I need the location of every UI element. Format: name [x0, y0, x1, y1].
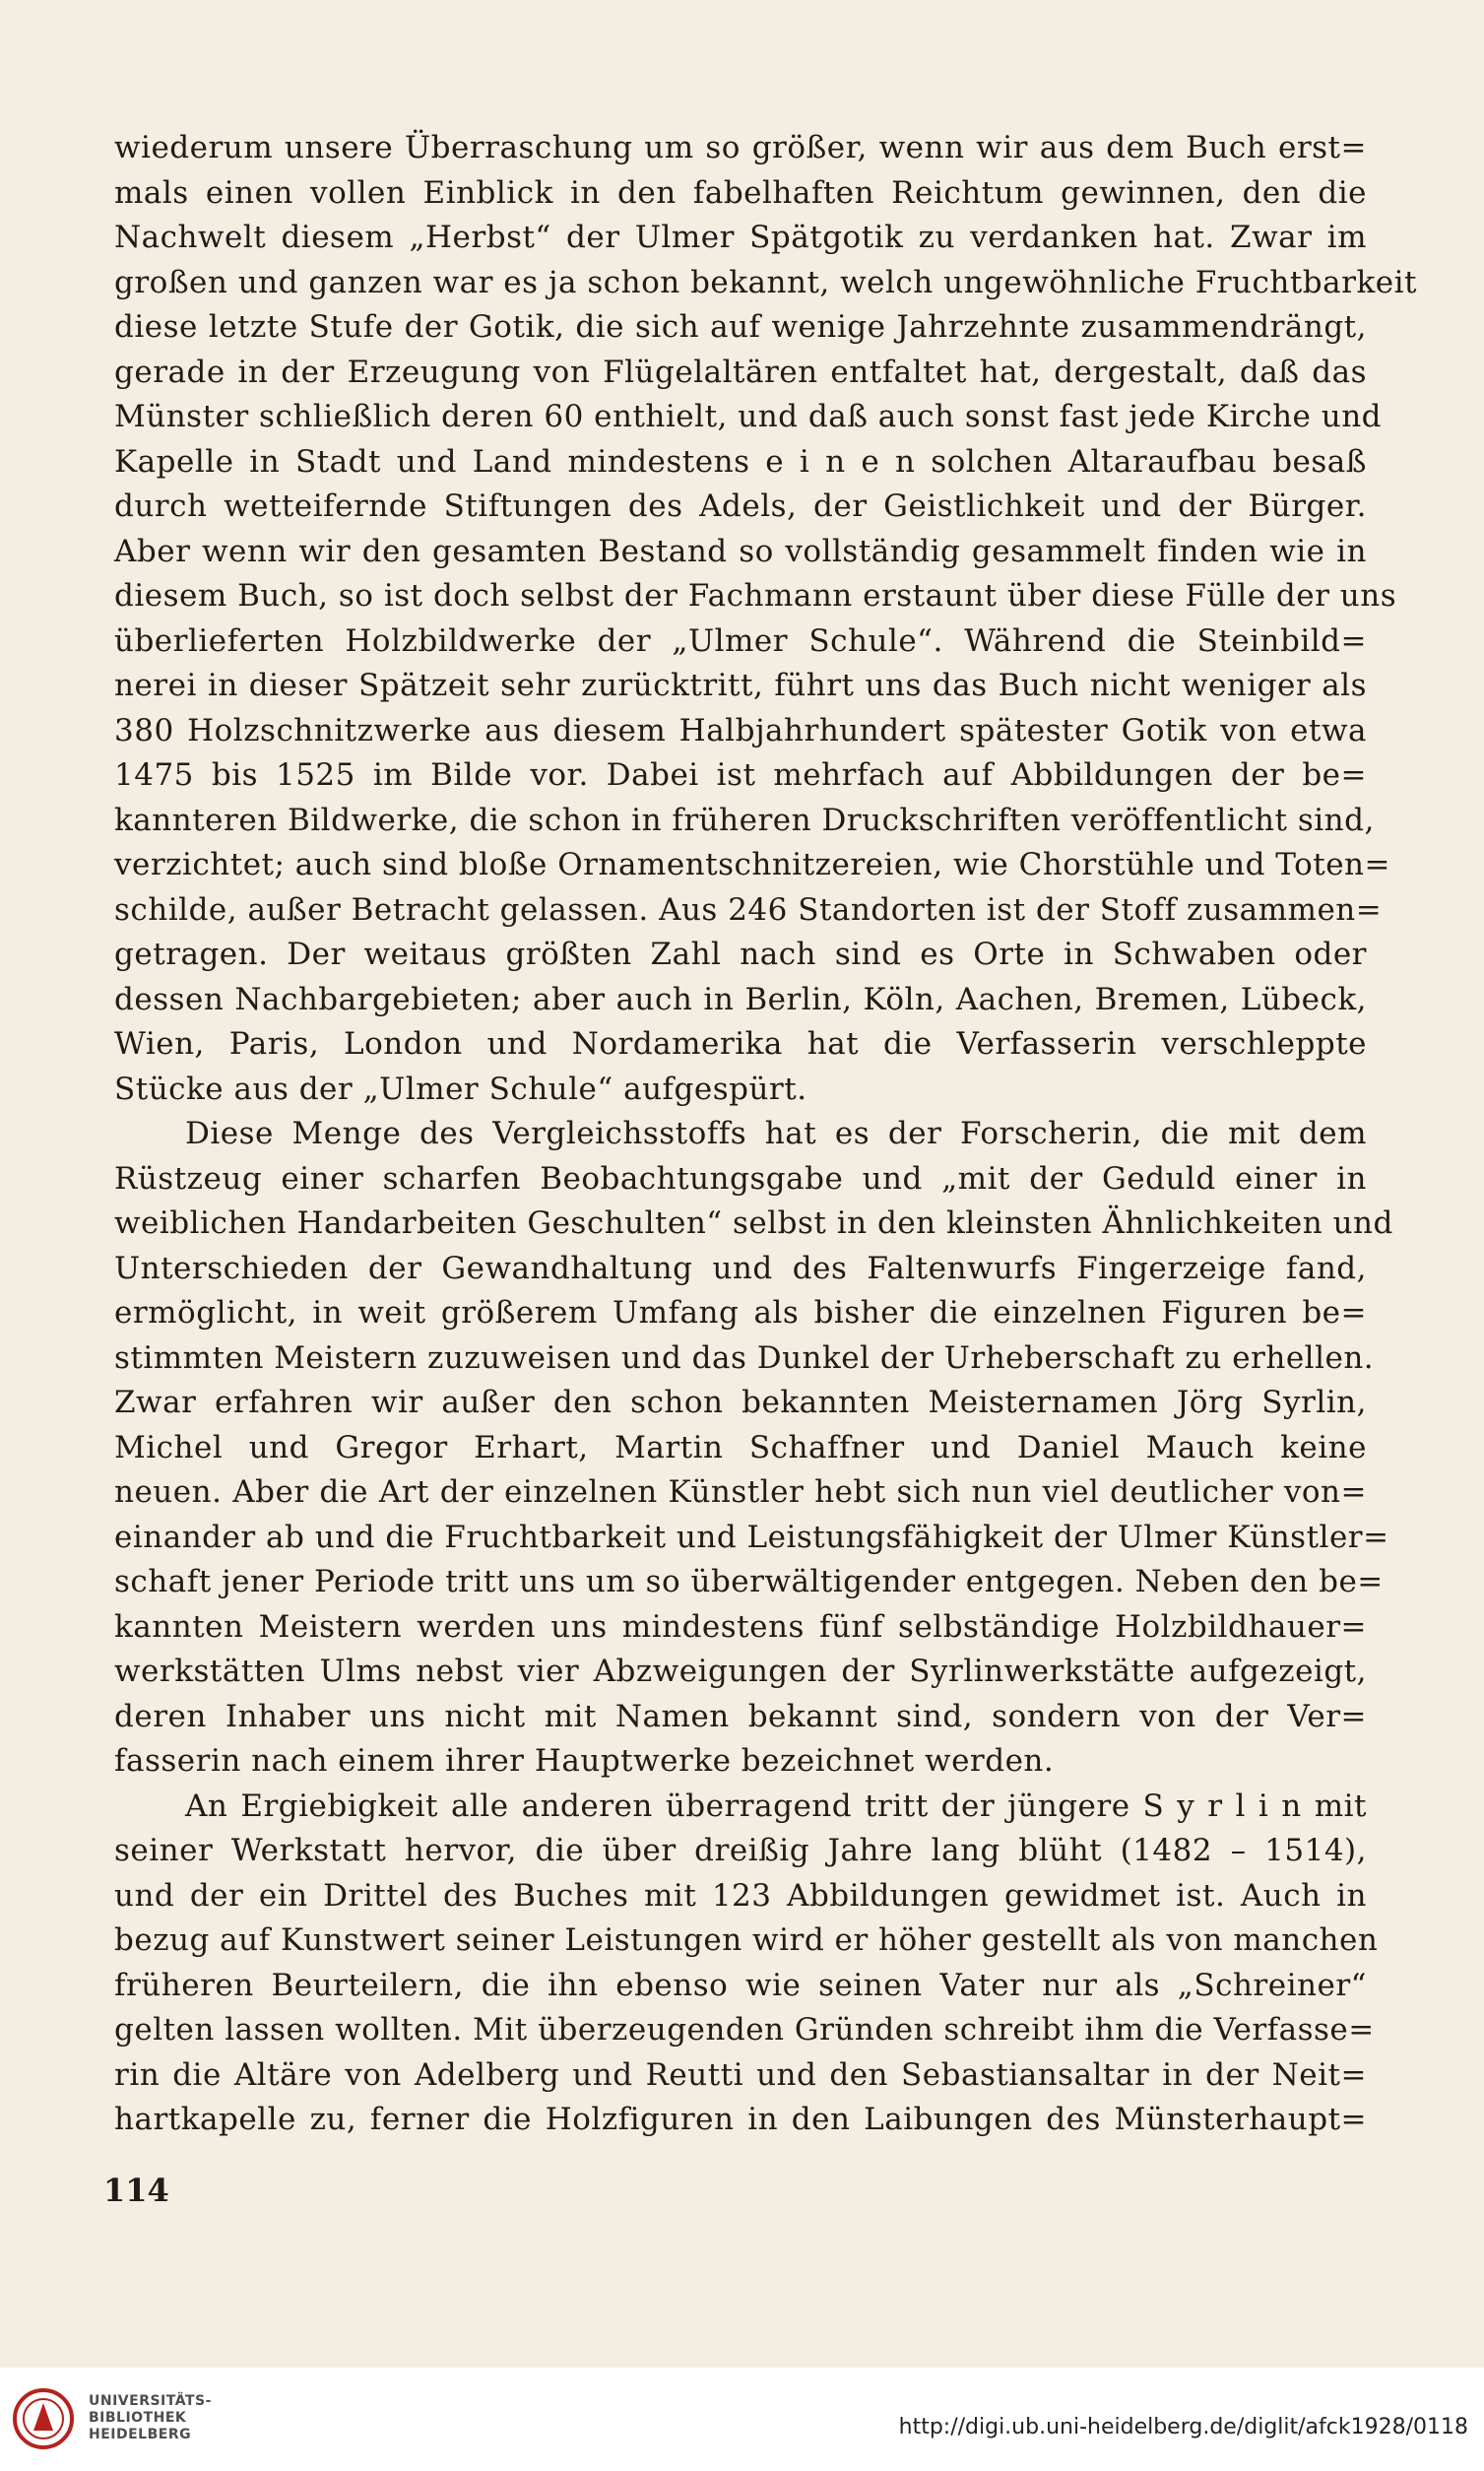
text-line: kannten Meistern werden uns mindestens fünf selbständige Holzbildhauer= [114, 1608, 1367, 1645]
text-line: schilde, außer Betracht gelassen. Aus 246 Standorten ist der Stoff zusammen= [114, 891, 1383, 928]
text-line: verzichtet; auch sind bloße Ornamentschnitzereien, wie Chorstühle und Toten= [114, 847, 1390, 882]
text-line: dessen Nachbargebieten; aber auch in Berlin, Köln, Aachen, Bremen, Lübeck, [114, 981, 1367, 1017]
text-line: früheren Beurteilern, die ihn ebenso wie seinen Vater nur als „Schreiner“ [114, 1967, 1367, 2003]
text-line: Aber wenn wir den gesamten Bestand so vollständig gesammelt finden wie in [114, 533, 1367, 569]
text-line: Kapelle in Stadt und Land mindestens e i n e n solchen Altaraufbau besaß [114, 443, 1367, 480]
text-line: und der ein Drittel des Buches mit 123 Abbildungen gewidmet ist. Auch in [114, 1877, 1367, 1914]
text-line: deren Inhaber uns nicht mit Namen bekannt sind, sondern von der Ver= [114, 1698, 1367, 1734]
library-name-line: UNIVERSITÄTS- [89, 2393, 212, 2409]
text-line: seiner Werkstatt hervor, die über dreißig Jahre lang blüht (1482 – 1514), [114, 1833, 1367, 1868]
text-line: Unterschieden der Gewandhaltung und des Faltenwurfs Fingerzeige fand, [114, 1250, 1367, 1286]
text-line: Wien, Paris, London und Nordamerika hat die Verfasserin verschleppte [114, 1026, 1367, 1062]
text-line: durch wetteifernde Stiftungen des Adels, der Geistlichkeit und der Bürger. [114, 488, 1367, 524]
text-line: Stücke aus der „Ulmer Schule“ aufgespürt. [114, 1071, 807, 1107]
page-number: 114 [103, 2172, 169, 2209]
library-name [89, 2393, 212, 2443]
text-line: diesem Buch, so ist doch selbst der Fachmann erstaunt über diese Fülle der uns [114, 578, 1397, 614]
text-line: werkstätten Ulms nebst vier Abzweigungen der Syrlinwerkstätte aufgezeigt, [114, 1654, 1367, 1689]
text-line: Nachwelt diesem „Herbst“ der Ulmer Spätgotik zu verdanken hat. Zwar im [114, 220, 1367, 255]
text-line: stimmten Meistern zuzuweisen und das Dunkel der Urheberschaft zu erhellen. [114, 1339, 1375, 1376]
text-line: 1475 bis 1525 im Bilde vor. Dabei ist mehrfach auf Abbildungen der be= [114, 757, 1367, 793]
text-line: mals einen vollen Einblick in den fabelhaften Reichtum gewinnen, den die [114, 174, 1367, 211]
text-line: überlieferten Holzbildwerke der „Ulmer Schule“. Während die Steinbild= [114, 622, 1367, 659]
text-line: nerei in dieser Spätzeit sehr zurücktritt, führt uns das Buch nicht weniger als [114, 668, 1367, 703]
text-line: hartkapelle zu, ferner die Holzfiguren in den Laibungen des Münsterhaupt= [114, 2102, 1367, 2137]
text-line: kannteren Bildwerke, die schon in früheren Druckschriften veröffentlicht sind, [114, 802, 1375, 838]
footer-bar [0, 2368, 1484, 2471]
text-line: Rüstzeug einer scharfen Beobachtungsgabe und „mit der Geduld einer in [114, 1160, 1367, 1197]
text-line: weiblichen Handarbeiten Geschulten“ selbst in den kleinsten Ähnlichkeiten und [114, 1205, 1393, 1241]
text-line: wiederum unsere Überraschung um so größer, wenn wir aus dem Buch erst= [114, 130, 1367, 165]
text-line: Michel und Gregor Erhart, Martin Schaffner und Daniel Mauch keine [114, 1429, 1367, 1465]
text-line: großen und ganzen war es ja schon bekannt, welch ungewöhnliche Fruchtbarkeit [114, 264, 1417, 300]
text-line: gelten lassen wollten. Mit überzeugenden Gründen schreibt ihm die Verfasse= [114, 2012, 1375, 2048]
text-line: Diese Menge des Vergleichsstoffs hat es der Forscherin, die mit dem [185, 1116, 1367, 1151]
text-line: Zwar erfahren wir außer den schon bekannten Meisternamen Jörg Syrlin, [114, 1385, 1367, 1420]
text-line: ermöglicht, in weit größerem Umfang als bisher die einzelnen Figuren be= [114, 1295, 1367, 1331]
text-line: einander ab und die Fruchtbarkeit und Leistungsfähigkeit der Ulmer Künstler= [114, 1519, 1389, 1555]
text-line: An Ergiebigkeit alle anderen überragend tritt der jüngere S y r l i n mit [185, 1788, 1367, 1824]
text-line: diese letzte Stufe der Gotik, die sich auf wenige Jahrzehnte zusammendrängt, [114, 309, 1367, 345]
text-line: 380 Holzschnitzwerke aus diesem Halbjahrhundert spätester Gotik von etwa [114, 712, 1367, 748]
text-line: Münster schließlich deren 60 enthielt, und daß auch sonst fast jede Kirche und [114, 399, 1383, 434]
text-line: neuen. Aber die Art der einzelnen Künstler hebt sich nun viel deutlicher von= [114, 1474, 1367, 1510]
library-name-line: HEIDELBERG [89, 2427, 192, 2442]
text-line: schaft jener Periode tritt uns um so überwältigender entgegen. Neben den be= [114, 1564, 1384, 1599]
library-name-line: BIBLIOTHEK [89, 2410, 187, 2426]
source-url-link[interactable]: http://digi.ub.uni-heidelberg.de/diglit/afck1928/0118 [898, 2415, 1468, 2439]
text-line: getragen. Der weitaus größten Zahl nach sind es Orte in Schwaben oder [114, 937, 1367, 972]
text-line: bezug auf Kunstwert seiner Leistungen wird er höher gestellt als von manchen [114, 1922, 1379, 1958]
text-line: gerade in der Erzeugung von Flügelaltären entfaltet hat, dergestalt, daß das [114, 354, 1367, 390]
text-line: fasserin nach einem ihrer Hauptwerke bezeichnet werden. [114, 1743, 1055, 1779]
university-seal-icon[interactable] [12, 2387, 75, 2450]
body-text [114, 126, 1417, 2143]
text-line: rin die Altäre von Adelberg und Reutti und den Sebastiansaltar in der Neit= [114, 2056, 1367, 2093]
